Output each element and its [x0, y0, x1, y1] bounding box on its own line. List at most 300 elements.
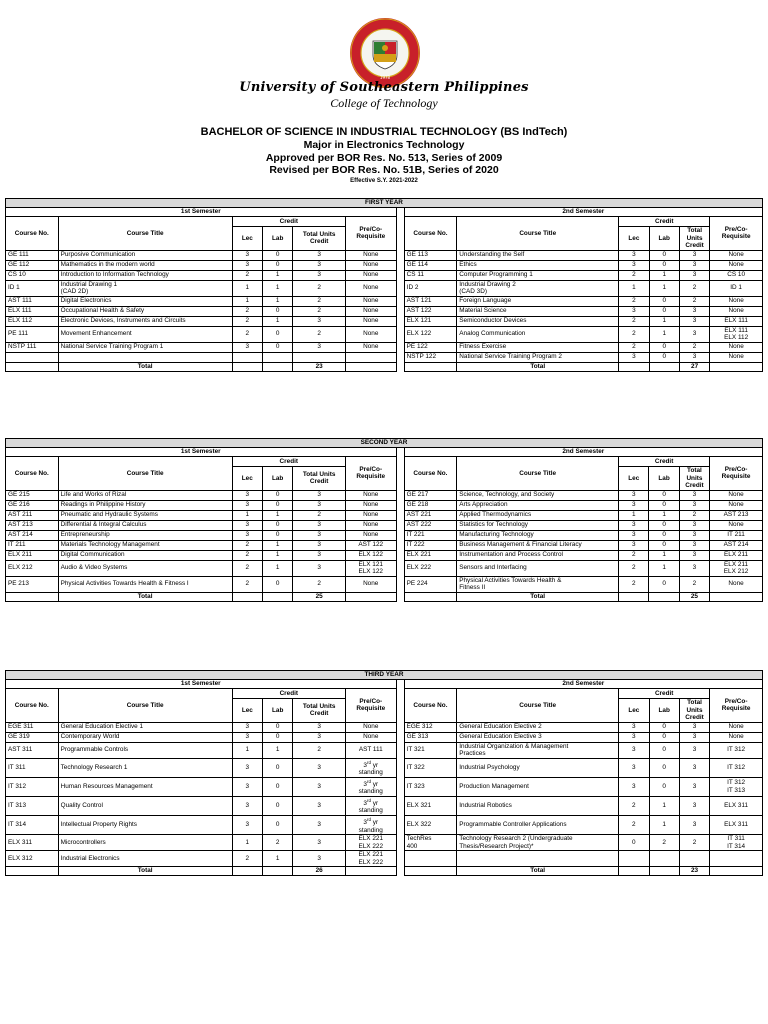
total-row [6, 592, 763, 601]
course-title: Entrepreneurship [58, 530, 232, 540]
total-units: 3 [679, 500, 709, 510]
course-no: GE 313 [404, 732, 457, 742]
course-no: NSTP 111 [6, 342, 59, 352]
course-no [6, 352, 59, 362]
lab: 0 [649, 520, 679, 530]
course-no: CS 11 [404, 270, 457, 280]
course-no: ELX 221 [404, 550, 457, 560]
course-title: Programmable Controller Applications [457, 815, 619, 834]
course-no: ELX 122 [404, 326, 457, 342]
total-blank [345, 362, 396, 371]
lab: 0 [263, 250, 293, 260]
total-row [6, 362, 763, 371]
total-units: 3 [293, 722, 346, 732]
lec: 1 [232, 510, 262, 520]
course-title: Quality Control [58, 796, 232, 815]
course-title: Physical Activities Towards Health & Fitness II [457, 576, 619, 592]
course-title: Human Resources Management [58, 777, 232, 796]
total-units: 3 [293, 260, 346, 270]
lec-header: Lec [232, 699, 262, 723]
course-no: TechRes 400 [404, 835, 457, 851]
column-gap [396, 560, 404, 576]
total-units: 2 [293, 296, 346, 306]
prereq: None [345, 270, 396, 280]
course-title: Occupational Health & Safety [58, 306, 232, 316]
total-label: Total [58, 867, 232, 876]
prereq: ELX 311 [710, 796, 763, 815]
total-blank [263, 362, 293, 371]
course-row [6, 835, 763, 851]
total-units: 2 [293, 280, 346, 296]
credit-header: Credit [619, 457, 710, 467]
prereq: AST 111 [345, 742, 396, 758]
lab-header: Lab [649, 467, 679, 491]
lec: 2 [619, 296, 649, 306]
lab: 0 [263, 815, 293, 834]
lab: 0 [649, 490, 679, 500]
course-no: ID 2 [404, 280, 457, 296]
course-title: Life and Works of Rizal [58, 490, 232, 500]
lec: 1 [232, 742, 262, 758]
prereq: None [710, 250, 763, 260]
course-row [6, 758, 763, 777]
lec: 3 [619, 540, 649, 550]
program-title: BACHELOR OF SCIENCE IN INDUSTRIAL TECHNOLOGY (BS IndTech) [200, 126, 568, 138]
course-no: IT 211 [6, 540, 59, 550]
semester-1-header: 1st Semester [6, 208, 397, 217]
course-title: Pneumatic and Hydraulic Systems [58, 510, 232, 520]
lab-header: Lab [263, 699, 293, 723]
total-blank [345, 867, 396, 876]
total-units: 3 [679, 490, 709, 500]
prereq: None [345, 530, 396, 540]
year-title: THIRD YEAR [6, 671, 763, 680]
lec: 2 [619, 550, 649, 560]
column-gap [396, 500, 404, 510]
course-no: EGE 312 [404, 722, 457, 732]
prereq: None [345, 250, 396, 260]
year-table [5, 438, 763, 602]
credit-header: Credit [232, 217, 345, 227]
total-blank [263, 867, 293, 876]
lab: 1 [263, 270, 293, 280]
course-no [404, 851, 457, 867]
course-title: Material Science [457, 306, 619, 316]
college-name: College of Technology [330, 96, 438, 110]
lab: 1 [649, 326, 679, 342]
total-label: Total [58, 592, 232, 601]
course-title: Digital Communication [58, 550, 232, 560]
lec: 2 [619, 342, 649, 352]
lab: 0 [649, 500, 679, 510]
course-title: Technology Research 2 (Undergraduate Thesis/Research Project)* [457, 835, 619, 851]
lab: 0 [263, 306, 293, 316]
lab: 0 [649, 540, 679, 550]
lec: 3 [232, 500, 262, 510]
lec: 3 [619, 500, 649, 510]
university-seal-icon [349, 17, 421, 89]
course-no: IT 322 [404, 758, 457, 777]
lec: 2 [232, 270, 262, 280]
total-blank [232, 592, 262, 601]
total-units: 3 [293, 520, 346, 530]
lec: 3 [232, 722, 262, 732]
course-title: Digital Electronics [58, 296, 232, 306]
course-no: GE 216 [6, 500, 59, 510]
total-blank [710, 362, 763, 371]
lec: 3 [232, 530, 262, 540]
prereq: IT 312 [710, 742, 763, 758]
course-no: ID 1 [6, 280, 59, 296]
university-name: University of Southeastern Philippines [239, 80, 529, 95]
prereq: None [345, 500, 396, 510]
total-units-value: 27 [679, 362, 709, 371]
total-units: 3 [679, 742, 709, 758]
credit-header: Credit [232, 457, 345, 467]
prereq: None [345, 280, 396, 296]
prereq-header: Pre/Co-Requisite [710, 457, 763, 491]
course-title: Audio & Video Systems [58, 560, 232, 576]
prereq-header: Pre/Co-Requisite [710, 689, 763, 723]
course-no: AST 221 [404, 510, 457, 520]
lec: 3 [619, 520, 649, 530]
prereq: 3rd yr standing [345, 777, 396, 796]
lec [232, 352, 262, 362]
column-gap [396, 270, 404, 280]
lab: 2 [649, 835, 679, 851]
column-gap [396, 260, 404, 270]
lec: 3 [619, 352, 649, 362]
lec-header: Lec [619, 467, 649, 491]
course-no: AST 222 [404, 520, 457, 530]
course-row [6, 550, 763, 560]
course-no: IT 323 [404, 777, 457, 796]
prereq: None [710, 500, 763, 510]
total-units: 3 [679, 306, 709, 316]
total-units: 3 [293, 851, 346, 867]
lab: 0 [649, 576, 679, 592]
lab: 0 [262, 530, 292, 540]
column-gap [396, 777, 404, 796]
lab: 1 [262, 540, 292, 550]
lec: 2 [619, 796, 649, 815]
lab: 0 [649, 722, 679, 732]
prereq: None [710, 342, 763, 352]
column-gap [396, 490, 404, 500]
prereq: AST 214 [710, 540, 763, 550]
lab: 1 [649, 550, 679, 560]
lec: 1 [232, 280, 262, 296]
course-no: IT 312 [6, 777, 59, 796]
course-no: ELX 112 [6, 316, 59, 326]
course-row [6, 280, 763, 296]
course-title: Industrial Robotics [457, 796, 619, 815]
total-units [679, 851, 709, 867]
lab: 0 [263, 732, 293, 742]
total-units: 3 [293, 835, 346, 851]
total-units: 3 [293, 316, 346, 326]
course-row [6, 777, 763, 796]
lab: 0 [263, 260, 293, 270]
total-units: 3 [679, 550, 709, 560]
lab: 0 [262, 576, 292, 592]
prereq: None [345, 576, 396, 592]
course-no: GE 113 [404, 250, 457, 260]
course-title [58, 352, 232, 362]
course-title: Movement Enhancement [58, 326, 232, 342]
total-units: 3 [293, 250, 346, 260]
prereq: None [710, 260, 763, 270]
course-title: Applied Thermodynamics [457, 510, 619, 520]
lec: 2 [232, 540, 262, 550]
lec: 3 [619, 490, 649, 500]
prereq: ELX 122 [345, 550, 396, 560]
total-units: 2 [679, 835, 709, 851]
lab: 0 [263, 758, 293, 777]
semester-2-header: 2nd Semester [404, 448, 762, 457]
course-no: IT 313 [6, 796, 59, 815]
lec: 2 [232, 550, 262, 560]
column-gap [396, 550, 404, 560]
course-no: GE 215 [6, 490, 59, 500]
course-no: IT 311 [6, 758, 59, 777]
course-title: Industrial Drawing 1 (CAD 2D) [58, 280, 232, 296]
lec: 3 [619, 530, 649, 540]
prereq: ELX 211 ELX 212 [710, 560, 763, 576]
total-units: 3 [679, 560, 709, 576]
course-title: Science, Technology, and Society [457, 490, 619, 500]
course-title: Semiconductor Devices [457, 316, 619, 326]
column-gap [396, 217, 404, 251]
lab: 0 [263, 722, 293, 732]
column-gap [396, 732, 404, 742]
course-title: Industrial Organization & Management Practices [457, 742, 619, 758]
lec: 3 [232, 777, 262, 796]
column-gap [396, 592, 404, 601]
total-units: 3 [293, 342, 346, 352]
course-row [6, 326, 763, 342]
course-title-header: Course Title [457, 217, 619, 251]
course-title: Industrial Drawing 2 (CAD 3D) [457, 280, 619, 296]
course-title: Materials Technology Management [58, 540, 232, 550]
lab [649, 851, 679, 867]
lab: 1 [262, 550, 292, 560]
course-no: ELX 312 [6, 851, 59, 867]
prereq: None [345, 326, 396, 342]
course-no: IT 222 [404, 540, 457, 550]
credit-header: Credit [619, 217, 710, 227]
revised-line: Revised per BOR Res. No. 51B, Series of 2020 [269, 164, 499, 176]
total-label: Total [58, 362, 232, 371]
column-gap [396, 208, 404, 217]
lab: 1 [263, 280, 293, 296]
course-title: Statistics for Technology [457, 520, 619, 530]
lab: 0 [263, 326, 293, 342]
lec: 3 [232, 342, 262, 352]
course-row [6, 500, 763, 510]
column-gap [396, 457, 404, 491]
lab: 1 [649, 560, 679, 576]
course-row [6, 270, 763, 280]
total-blank [649, 867, 679, 876]
total-units-value: 23 [679, 867, 709, 876]
course-no: GE 112 [6, 260, 59, 270]
total-blank [404, 867, 457, 876]
course-no: PE 111 [6, 326, 59, 342]
course-title: Purposive Communication [58, 250, 232, 260]
program-titles [0, 126, 768, 186]
total-units: 3 [293, 777, 346, 796]
course-row [6, 540, 763, 550]
total-units-value: 23 [293, 362, 346, 371]
lec: 2 [232, 326, 262, 342]
credit-header: Credit [619, 689, 710, 699]
lec-header: Lec [619, 227, 649, 251]
course-title: Ethics [457, 260, 619, 270]
prereq: None [345, 510, 396, 520]
prereq: 3rd yr standing [345, 758, 396, 777]
column-gap [396, 576, 404, 592]
course-title: General Education Elective 2 [457, 722, 619, 732]
total-units: 3 [293, 530, 346, 540]
course-no: AST 214 [6, 530, 59, 540]
lec: 2 [232, 306, 262, 316]
total-units: 2 [293, 306, 346, 316]
course-row [6, 250, 763, 260]
course-row [6, 316, 763, 326]
course-row [6, 260, 763, 270]
total-units: 2 [679, 576, 709, 592]
course-no: ELX 111 [6, 306, 59, 316]
column-gap [396, 722, 404, 732]
total-blank [619, 867, 649, 876]
total-units: 3 [679, 815, 709, 834]
lab: 1 [263, 316, 293, 326]
course-row [6, 352, 763, 362]
course-no: GE 111 [6, 250, 59, 260]
lec: 3 [232, 815, 262, 834]
course-title [457, 851, 619, 867]
course-no: AST 111 [6, 296, 59, 306]
lab-header: Lab [649, 227, 679, 251]
lec: 2 [232, 576, 262, 592]
course-no: IT 321 [404, 742, 457, 758]
year-table [5, 670, 763, 876]
lec: 2 [619, 316, 649, 326]
total-units: 2 [293, 326, 346, 342]
lab: 1 [649, 270, 679, 280]
total-blank [649, 592, 679, 601]
course-title-header: Course Title [457, 689, 619, 723]
total-label: Total [457, 362, 619, 371]
column-gap [396, 796, 404, 815]
prereq: None [710, 520, 763, 530]
course-no: GE 319 [6, 732, 59, 742]
total-units: 3 [679, 777, 709, 796]
prereq: IT 211 [710, 530, 763, 540]
column-gap [396, 530, 404, 540]
course-title: Contemporary World [58, 732, 232, 742]
total-units: 3 [293, 758, 346, 777]
lec [619, 851, 649, 867]
lec: 3 [619, 250, 649, 260]
course-no-header: Course No. [6, 457, 59, 491]
lec: 3 [232, 758, 262, 777]
column-gap [396, 326, 404, 342]
course-title: Instrumentation and Process Control [457, 550, 619, 560]
prereq: None [710, 490, 763, 500]
course-no: AST 122 [404, 306, 457, 316]
total-units: 2 [679, 296, 709, 306]
lec: 1 [619, 510, 649, 520]
total-units: 3 [293, 270, 346, 280]
total-units: 3 [679, 758, 709, 777]
total-units: 2 [293, 510, 346, 520]
course-no: ELX 321 [404, 796, 457, 815]
lab: 0 [649, 530, 679, 540]
total-blank [619, 362, 649, 371]
prereq: ELX 121 ELX 122 [345, 560, 396, 576]
course-title: Sensors and Interfacing [457, 560, 619, 576]
course-title: Technology Research 1 [58, 758, 232, 777]
course-title: Production Management [457, 777, 619, 796]
total-units: 3 [679, 316, 709, 326]
total-units: 3 [679, 260, 709, 270]
lab-header: Lab [263, 227, 293, 251]
total-units [293, 352, 346, 362]
course-title-header: Course Title [457, 457, 619, 491]
total-units: 3 [679, 270, 709, 280]
course-no: AST 311 [6, 742, 59, 758]
prereq: ELX 211 [710, 550, 763, 560]
lec: 2 [619, 270, 649, 280]
lec: 3 [619, 732, 649, 742]
lab: 1 [263, 742, 293, 758]
prereq: ELX 111 [710, 316, 763, 326]
prereq: CS 10 [710, 270, 763, 280]
prereq: IT 312 [710, 758, 763, 777]
prereq: AST 213 [710, 510, 763, 520]
course-title: Business Management & Financial Literacy [457, 540, 619, 550]
total-units: 3 [293, 540, 346, 550]
course-row [6, 530, 763, 540]
credit-header: Credit [232, 689, 345, 699]
total-units-header: Total Units Credit [679, 227, 709, 251]
course-row [6, 520, 763, 530]
course-row [6, 851, 763, 867]
column-gap [396, 362, 404, 371]
lab: 1 [262, 510, 292, 520]
lab: 0 [262, 520, 292, 530]
column-gap [396, 296, 404, 306]
total-units: 2 [679, 280, 709, 296]
column-gap [396, 680, 404, 689]
course-no: AST 121 [404, 296, 457, 306]
lab: 0 [649, 342, 679, 352]
column-gap [396, 742, 404, 758]
total-units-value: 25 [679, 592, 709, 601]
total-blank [710, 867, 763, 876]
svg-text:1978: 1978 [379, 75, 391, 80]
course-no-header: Course No. [404, 457, 457, 491]
lec: 2 [619, 815, 649, 834]
total-blank [404, 592, 457, 601]
course-row [6, 815, 763, 834]
prereq: None [345, 732, 396, 742]
total-units: 3 [679, 796, 709, 815]
column-gap [396, 316, 404, 326]
total-units: 3 [679, 250, 709, 260]
